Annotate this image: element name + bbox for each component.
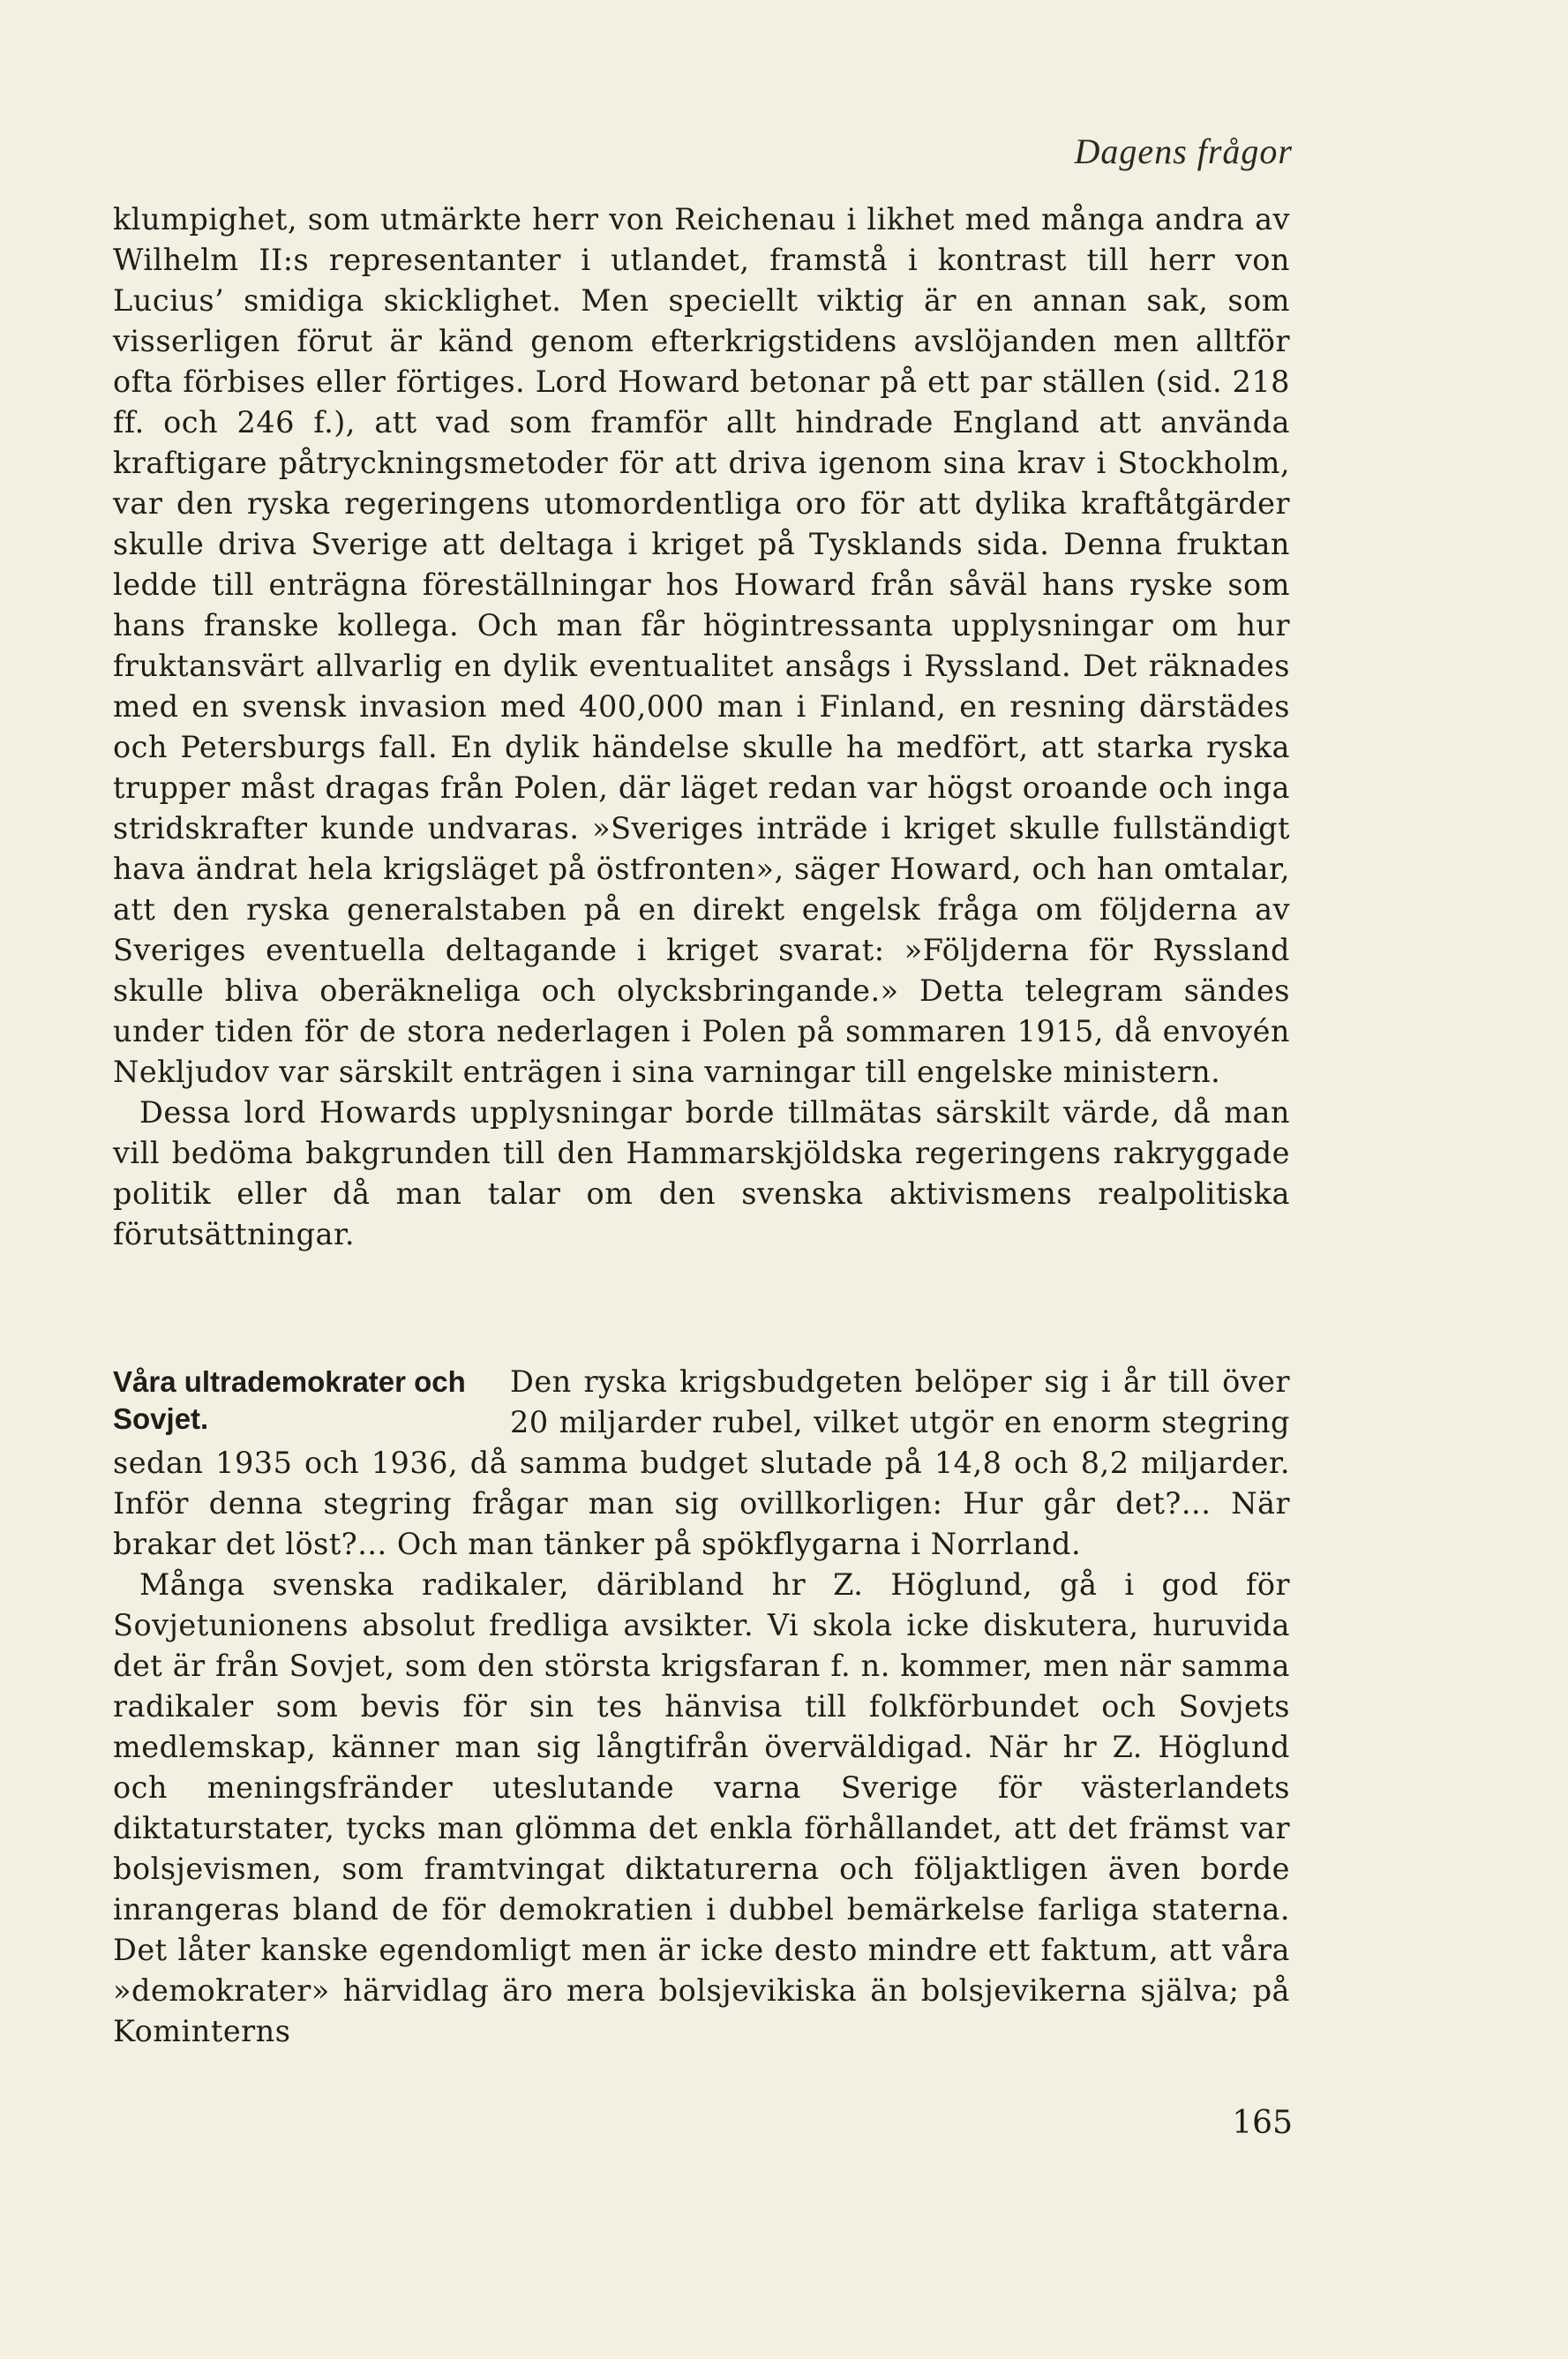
article-section-2 xyxy=(113,1362,1290,2052)
page-number: 165 xyxy=(1232,2105,1293,2141)
paragraph: klumpighet, som utmärkte herr von Reichenau i likhet med många andra av Wilhelm II:s representanter i utlandet, framstå i kontrast till herr von Lucius’ smidiga skicklighet. Men speciellt viktig är en annan sak, som visserligen förut är känd genom efterkrigstidens avslöjanden men alltför ofta förbises eller förtiges. Lord Howard betonar på ett par ställen (sid. 218 ff. och 246 f.), att vad som framför allt hindrade England att använda kraftigare påtryckningsmetoder för att driva igenom sina krav i Stockholm, var den ryska regeringens utomordentliga oro för att dylika kraftåtgärder skulle driva Sverige att deltaga i kriget på Tysklands sida. Denna fruktan ledde till enträgna föreställningar hos Howard från såväl hans ryske som hans franske kollega. Och man får högintressanta upplysningar om hur fruktansvärt allvarlig en dylik eventualitet ansågs i Ryssland. Det räknades med en svensk invasion med 400,000 man i Finland, en resning därstädes och Petersburgs fall. En dylik händelse skulle ha medfört, att starka ryska trupper måst dragas från Polen, där läget redan var högst oroande och inga stridskrafter kunde undvaras. »Sveriges inträde i kriget skulle fullständigt hava ändrat hela krigsläget på östfronten», säger Howard, och han omtalar, att den ryska generalstaben på en direkt engelsk fråga om följderna av Sveriges eventuella deltagande i kriget svarat: »Följderna för Ryssland skulle bliva oberäkneliga och olycksbringande.» Detta telegram sändes under tiden för de stora nederlagen i Polen på sommaren 1915, då envoyén Nekljudov var särskilt enträgen i sina varningar till engelske ministern. xyxy=(113,202,1290,1089)
paragraph: Många svenska radikaler, däribland hr Z. Höglund, gå i god för Sovjetunionens absolut fredliga avsikter. Vi skola icke diskutera, huruvida det är från Sovjet, som den största krigsfaran f. n. kommer, men när samma radikaler som bevis för sin tes hänvisa till folkförbundet och Sovjets medlemskap, känner man sig långtifrån överväldigad. När hr Z. Höglund och meningsfränder uteslutande varna Sverige för västerlandets diktaturstater, tycks man glömma det enkla förhållandet, att det främst var bolsjevismen, som framtvingat diktaturerna och följaktligen även borde inrangeras bland de för demokratien i dubbel bemärkelse farliga staterna. Det låter kanske egendomligt men är icke desto mindre ett faktum, att våra »demokrater» härvidlag äro mera bolsjevikiska än bolsjevikerna själva; på Kominterns xyxy=(113,1567,1290,2048)
paragraph: Den ryska krigsbudgeten belöper sig i år till över 20 miljarder rubel, vilket utgör en enorm stegring sedan 1935 och 1936, då samma budget slutade på 14,8 och 8,2 miljarder. Inför denna stegring frågar man sig ovillkorligen: Hur går det?... När brakar det löst?... Och man tänker på spökflygarna i Norrland. xyxy=(113,1364,1290,1561)
running-header: Dagens frågor xyxy=(1074,131,1293,171)
section-heading: Våra ultrademokrater och Sovjet. xyxy=(113,1365,466,1435)
article-section-1 xyxy=(113,199,1290,1255)
paragraph: Dessa lord Howards upplysningar borde tillmätas särskilt värde, då man vill bedöma bakgrunden till den Hammarskjöldska regeringens rakryggade politik eller då man talar om den svenska aktivismens realpolitiska förutsättningar. xyxy=(113,1095,1290,1251)
